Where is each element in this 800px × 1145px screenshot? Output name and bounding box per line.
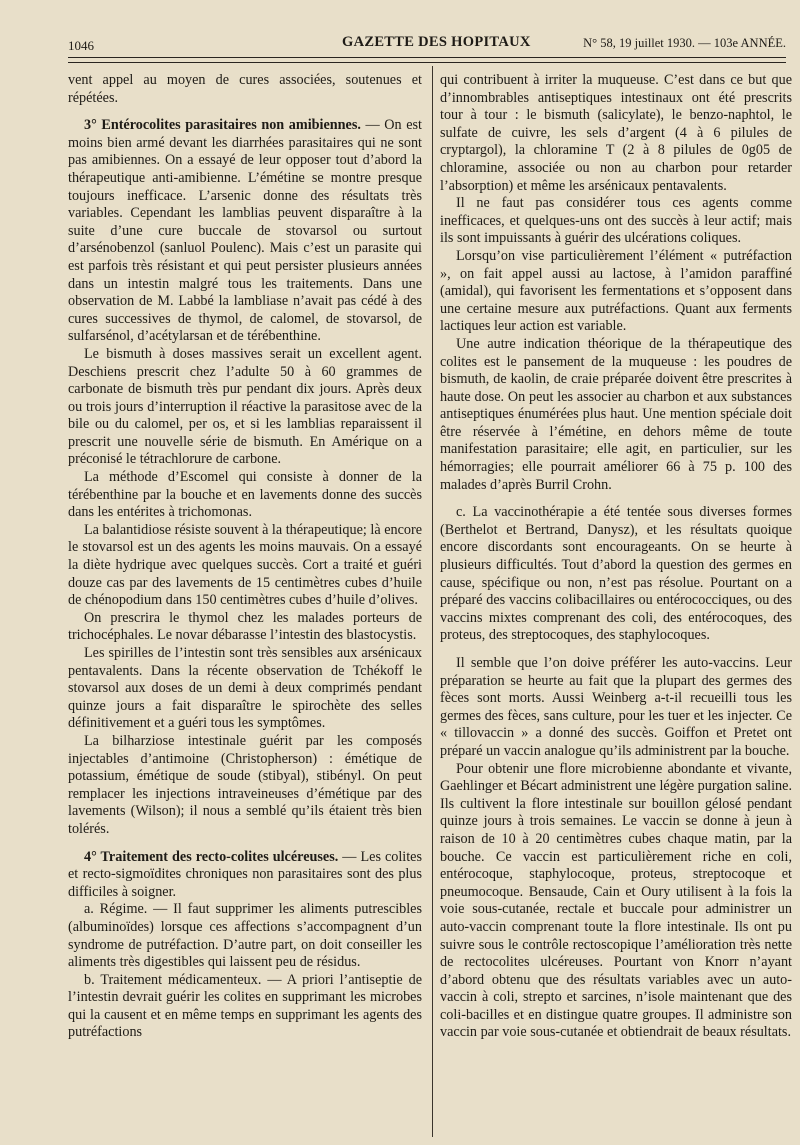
paragraph: Lorsqu’on vise particulièrement l’élément « putréfaction », on fait appel aussi au lactose, à l’amidon paraffiné (amidal), qui favorisent les fermentations et s’opposent dans une certaine mesure aux putréfactions. Quant aux ferments lactiques leur action est variable.	[440, 247, 792, 335]
header-rule-bottom	[68, 62, 786, 63]
paragraph: b. Traitement médicamenteux. — A priori l’antiseptie de l’intestin devrait guérir les colites en supprimant les microbes qui la causent et en même temps en supprimant les agents des putréfactions	[68, 971, 422, 1041]
section-heading: 3° Entérocolites parasitaires non amibiennes.	[84, 117, 361, 134]
page-header	[68, 30, 786, 52]
section-heading: 4° Traitement des recto-colites ulcéreuses.	[84, 848, 339, 865]
paragraph-text: — Les colites et recto-sigmoïdites chroniques non parasitaires sont des plus difficiles à soigner.	[68, 848, 423, 900]
right-column	[440, 72, 792, 1042]
paragraph: Les spirilles de l’intestin sont très sensibles aux arsénicaux pentavalents. Dans la récente observation de Tchékoff le stovarsol aux doses de un demi à deux comprimés pendant quinze jours a fait disparaître le spirochète des selles définitivement et a guéri tous les symptômes.	[68, 645, 422, 732]
paragraph: a. Régime. — Il faut supprimer les aliments putrescibles (albuminoïdes) lorsque ces affections s’accompagnent d’un syndrome de putréfaction. D’autre part, on doit conseiller les aliments très digestibles qui laissent peu de résidus.	[68, 901, 422, 971]
section-4	[68, 849, 422, 902]
paragraph: La bilharziose intestinale guérit par les composés injectables d’antimoine (Christopherson) : émétique de potassium, émétique de soude (stibyal), stibényl. On peut remplacer les injections intraveineuses d’émétique par des lavements (Wilson); il nous a semblé qu’ils étaient très bien tolérés.	[68, 732, 422, 837]
paragraph: La méthode d’Escomel qui consiste à donner de la térébenthine par la bouche et en lavements donne des succès dans les entérites à trichomonas.	[68, 469, 422, 521]
section-3	[68, 117, 422, 346]
journal-title: GAZETTE DES HOPITAUX	[342, 34, 531, 50]
issue-info: N° 58, 19 juillet 1930. — 103e ANNÉE.	[583, 36, 786, 50]
paragraph: Une autre indication théorique de la thérapeutique des colites est le pansement de la muqueuse : les poudres de bismuth, de kaolin, de craie préparée doivent être prescrites à haute dose. On peut les associer au charbon et aux substances antiseptiques énumérées plus haut. Une mention spéciale doit être réservée à l’émétine, en dehors même de toute manifestation parasitaire; elle agit, en particulier, sur les hémorragies; elle pourrait améliorer 66 à 75 p. 100 des malades d’après Burril Crohn.	[440, 335, 792, 493]
paragraph: qui contribuent à irriter la muqueuse. C’est dans ce but que d’innombrables antiseptiques intestinaux ont été prescrits tour à tour : le bismuth (salicylate), le benzo-naphtol, le sulfate de cuivre, les sels d’argent (4 à 6 pilules de cryptargol), la chloramine T (2 à 8 pilules de 0g05 de chloramine, associée ou non au charbon pour retarder l’absorption) et même les arsénicaux pentavalents.	[440, 72, 792, 194]
paragraph: Il semble que l’on doive préférer les auto-vaccins. Leur préparation se heurte au fait que la plupart des germes des fèces sont morts. Aussi Weinberg a-t-il recueilli tous les germes des fèces, sans culture, pour les tuer et les injecter. Ce « tillovaccin » a donné des succès. Goiffon et Pretet ont préparé un vaccin analogue qu’ils administrent par la bouche.	[440, 655, 792, 759]
paragraph-text: — On est moins bien armé devant les diarrhées parasitaires qui ne sont pas amibiennes. On a essayé de leur opposer tout d’abord la thérapeutique anti-amibienne. L’émétine se montre presque toujours inefficace. L’arsenic donne des résultats très variables. Cependant les lamblias peuvent disparaître à la suite d’une cure buccale de stovarsol ou surtout d’arsénobenzol (sanluol Poulenc). Mais c’est un parasite qui est parfois très résistant et qui peut persister plusieurs années dans un intestin malgré tous les traitements. Dans une observation de M. Labbé la lambliase n’avait pas cédé à des cures successives de thymol, de calomel, de stovarsol, de sulfarsénol, d’acétylarsan et de térébenthine.	[68, 117, 422, 345]
paragraph: Le bismuth à doses massives serait un excellent agent. Deschiens prescrit chez l’adulte 50 à 60 grammes de carbonate de bismuth très pur pendant dix jours. Après deux ou trois jours d’interruption il réactive la parasitose avec de la bile ou du calomel, per os, et si les lamblias reparaissent il prescrit une nouvelle série de bismuth. En Amérique on a préconisé le tétrachlorure de carbone.	[68, 345, 422, 468]
paragraph: Pour obtenir une flore microbienne abondante et vivante, Gaehlinger et Bécart administrent une légère purgation saline. Ils cultivent la flore intestinale sur bouillon gélosé pendant quinze jours à trois semaines. Le vaccin se donne à jeun à raison de 10 à 20 centimètres cubes chaque matin, par la bouche. Ce vaccin est particulièrement riche en coli, entérocoque, staphylocoque, proteus, streptocoque et pneumocoque. Bensaude, Cain et Oury utilisent à la fois la voie sous-cutanée, rectale et buccale pour administrer un auto-vaccin comprenant toute la flore intestinale. Ils ont pu suivre sous le contrôle rectoscopique l’amélioration très nette de rectocolites ulcéreuses. Pourtant von Knorr n’ayant d’abord obtenu que des résultats variables avec un auto-vaccin à coli, strepto et sarcines, n’isole maintenant que des coli-bacilles et en distingue quatre groupes. Il administre son vaccin par voie sous-cutanée et obtiendrait de beaux résultats.	[440, 760, 792, 1041]
paragraph: vent appel au moyen de cures associées, soutenues et répétées.	[68, 72, 422, 106]
column-separator	[432, 66, 433, 1137]
paragraph: c. La vaccinothérapie a été tentée sous diverses formes (Berthelot et Bertrand, Danysz), et les résultats quoique encore discordants sont encourageants. On se heurte à plusieurs difficultés. Tout d’abord la question des germes en cause, spécifique ou non, n’est pas résolue. Pourtant on a préparé des vaccins colibacillaires ou entérococciques, ou des vaccins mixtes comprenant des coli, des entérocoques, des proteus, des streptocoques, des staphylocoques.	[440, 504, 792, 644]
page-number: 1046	[68, 38, 94, 53]
left-column	[68, 72, 422, 1042]
paragraph: La balantidiose résiste souvent à la thérapeutique; là encore le stovarsol est un des agents les moins mauvais. On a essayé la diète hydrique avec quelques succès. Cort a traité et guéri douze cas par des lavements de 15 centimètres cubes d’huile de chénopodium dans 150 centimètres cubes d’huile d’olives.	[68, 521, 422, 609]
header-rule-top	[68, 57, 786, 58]
paragraph: On prescrira le thymol chez les malades porteurs de trichocéphales. Le novar débarasse l’intestin des blastocystis.	[68, 609, 422, 644]
paragraph: Il ne faut pas considérer tous ces agents comme inefficaces, et quelques-uns ont des succès à leur actif; mais ils sont impuissants à guérir des ulcérations coliques.	[440, 195, 792, 247]
